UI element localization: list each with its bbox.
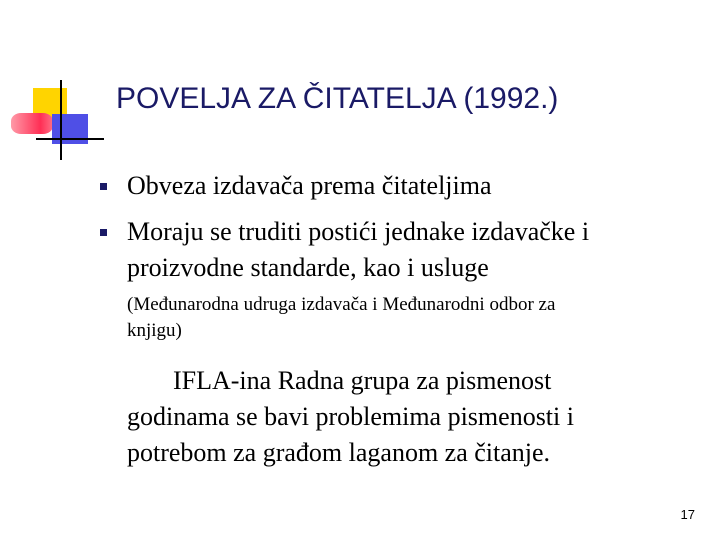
paragraph-line-3: potrebom za građom laganom za čitanje. [127, 438, 551, 467]
bullet-square-icon [100, 229, 107, 236]
logo-red-shape [11, 113, 53, 134]
bullet-text-2-continued: proizvodne standarde, kao i usluge [127, 253, 489, 282]
paragraph-line-1: IFLA-ina Radna grupa za pismenost [173, 366, 552, 395]
paragraph-line-2: godinama se bavi problemima pismenosti i [127, 402, 574, 431]
slide-title: POVELJA ZA ČITATELJA (1992.) [116, 82, 559, 115]
bullet-square-icon [100, 183, 107, 190]
bullet-text-2: Moraju se truditi postići jednake izdavačke i [127, 217, 590, 246]
note-line-2: knjigu) [127, 320, 182, 341]
logo-vertical-line [60, 80, 62, 160]
logo-horizontal-line [36, 138, 104, 140]
page-number: 17 [680, 507, 695, 522]
bullet-text-1: Obveza izdavača prema čitateljima [127, 171, 492, 200]
note-line-1: (Međunarodna udruga izdavača i Međunarodni odbor za [127, 294, 556, 315]
